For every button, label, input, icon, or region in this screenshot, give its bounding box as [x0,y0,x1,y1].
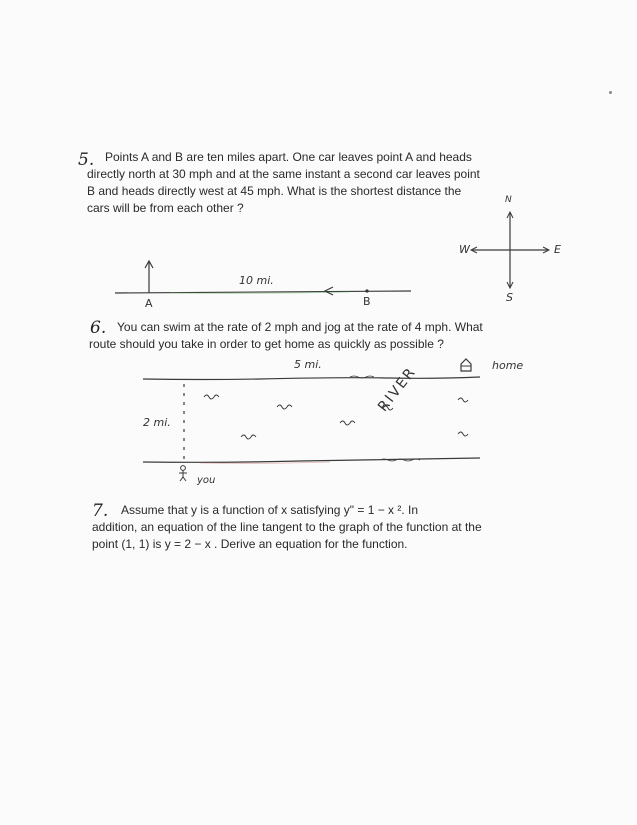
river-width-label: 5 mi. [294,358,322,371]
compass-west-label: W [459,243,470,256]
water-ripple-icon [241,435,256,439]
river-height-label: 2 mi. [143,416,171,429]
river-label: RIVER [375,364,420,415]
compass-south-label: S [506,291,513,304]
river-north-bank [143,377,480,380]
person-icon [181,466,186,471]
compass-north-label: N [505,195,512,205]
you-label: you [197,475,216,486]
point-a-label: A [145,297,153,310]
problem-6-text: You can swim at the rate of 2 mph and jog at the rate of 4 mph. What route should you take in order to get home as quickly as possible ? [89,320,483,351]
problem-7-text: Assume that y is a function of x satisfying y" = 1 − x ². In addition, an equation of the line tangent to the graph of the function at the point (1, 1) is y = 2 − x . Derive an equation for the function. [92,503,482,551]
compass-east-label: E [554,243,561,256]
water-ripple-icon [277,405,292,409]
point-b-marker [365,289,368,292]
water-ripple-icon [458,432,468,436]
problem-7-number: 7. [92,501,109,521]
home-icon [461,359,471,371]
problem-5-text: Points A and B are ten miles apart. One car leaves point A and heads directly north at 30 mph and at the same instant a second car leaves point B and heads directly west at 45 mph. What is the shortest distance the cars will be from each other ? [87,150,480,215]
problem-5-number: 5. [78,150,95,170]
home-label: home [492,359,524,372]
problem-6-number: 6. [90,318,107,338]
water-ripple-icon [204,395,219,399]
water-ripple-icon [458,398,468,402]
distance-label: 10 mi. [239,274,274,287]
water-ripple-icon [340,421,355,425]
river-south-bank [143,458,480,462]
point-b-label: B [363,295,371,308]
